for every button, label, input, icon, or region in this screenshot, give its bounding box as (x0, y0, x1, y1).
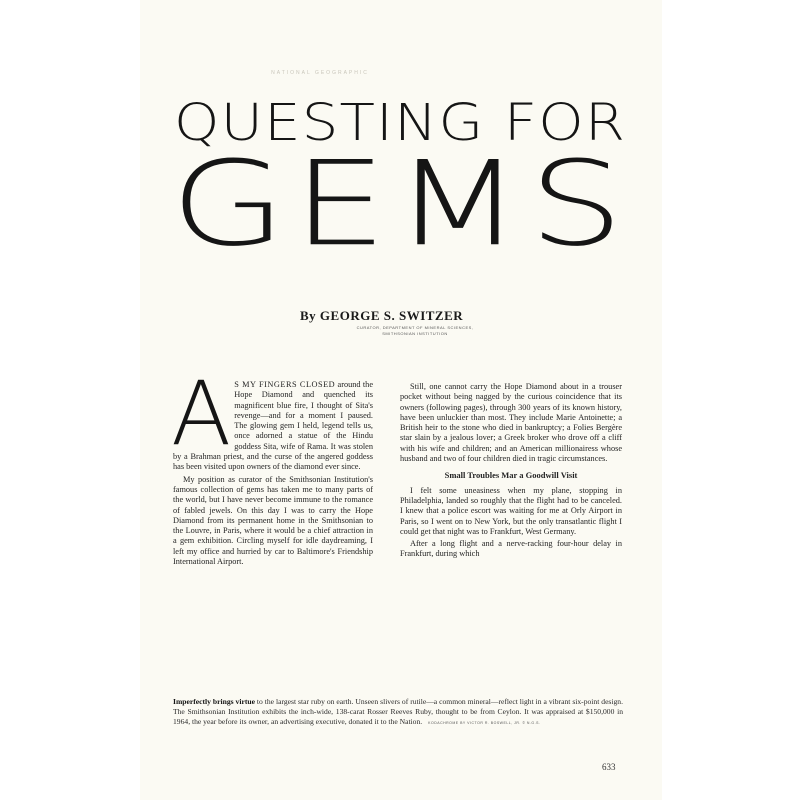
affiliation-line-2: SMITHSONIAN INSTITUTION (382, 331, 448, 336)
body-paragraph: I felt some uneasiness when my plane, stopping in Philadelphia, landed so roughly that the flight had to be canceled. I knew that a police escort was waiting for me at Orly Airport in Paris, so I went on to New York, but the only transatlantic flight I could get that night was to Frankfurt, West Germany. (400, 485, 622, 536)
caption-text: to the largest star ruby on earth. Unseen slivers of rutile—a common mineral—reflect light in a vibrant six-point design. The Smithsonian Institution exhibits the inch-wide, 138-carat Rosser Reeves Ruby, thought to be from Ceylon. It was appraised at $150,000 in 1964, the year before its owner, an advertising executive, donated it to the Nation. (173, 697, 623, 726)
affiliation-line-1: CURATOR, DEPARTMENT OF MINERAL SCIENCES, (356, 325, 474, 330)
article-column-left (171, 362, 374, 567)
title-line-1: QUESTING FOR (173, 92, 627, 153)
body-paragraph: After a long flight and a nerve-racking four-hour delay in Frankfurt, during which (400, 539, 622, 559)
body-paragraph: Still, one cannot carry the Hope Diamond about in a trouser pocket without being nagged by the curious coincidence that its owners (following pages), through 300 years of its known history, have been unluckier than most. They include Marie Antoinette; a British heir to the stone who died in bankruptcy; a Folies Bergère star slain by a jealous lover; a Greek broker who drove off a cliff with his wife and children; and an American millionairess whose husband and two of four children died in tragic circumstances. (400, 382, 622, 464)
title-line-2: GEMS (170, 136, 630, 273)
photo-credit: KODACHROME BY VICTOR R. BOSWELL, JR. © N.G.S. (428, 721, 541, 725)
drop-cap: A (171, 362, 232, 465)
body-paragraph: My position as curator of the Smithsonian Institution's famous collection of gems has taken me to many parts of the world, but I have never become immune to the romance of fabled jewels. On this day I was to carry the Hope Diamond from its permanent home in the Smithsonian to the Louvre, in Paris, where it would be a chief attraction in a gem exhibition. Circling myself for idle daydreaming, I left my office and hurried by car to Baltimore's Friendship International Airport. (173, 474, 373, 567)
byline-affiliation (330, 325, 500, 337)
caption-lead: Imperfectly brings virtue (173, 697, 255, 706)
photo-caption (173, 697, 623, 728)
article-column-right (400, 380, 622, 560)
page-number: 633 (602, 762, 616, 772)
lead-caps: S MY FINGERS CLOSED (234, 380, 336, 389)
lead-text: around the Hope Diamond and quenched its magnificent blue fire, I thought of Sita's revenge—and for a moment I paused. The glowing gem I held, legend tells us, once adorned a statue of the Hindu goddess Sita, wife of Rama. It was stolen by a Brahman priest, and the curse of the angered goddess has been visited upon owners of the diamond ever since. (173, 380, 374, 472)
section-kicker: NATIONAL GEOGRAPHIC (271, 70, 369, 76)
byline-author: By GEORGE S. SWITZER (300, 308, 464, 323)
lead-paragraph (171, 362, 374, 473)
section-subhead: Small Troubles Mar a Goodwill Visit (444, 470, 578, 481)
